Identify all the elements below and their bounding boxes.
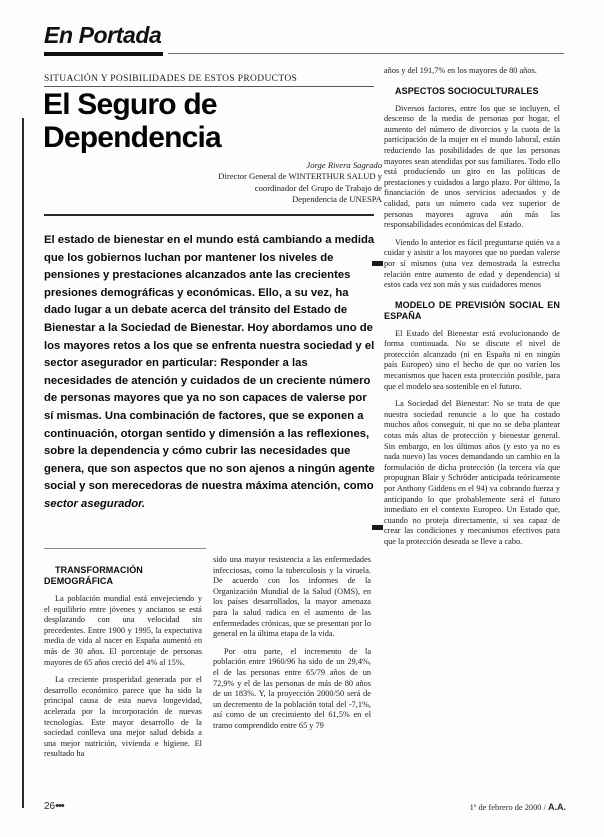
paragraph: Diversos factores, entre los que se incluyen, el descenso de la media de personas por hogar, el aumento del número de divorcios y la cuota de la participación de la mujer en el mundo laboral, están reduciendo las posibilidades de que las personas mayores sean atendidas por sus familiares. Todo ello está produciendo un giro en las políticas de prestaciones y cuidados a largo plazo. Por último, la financiación de unos servicios adecuados y de calidad, para un número cada vez superior de personas mayores agrava aún más las responsabilidades económicas del Estado. [384, 103, 560, 230]
paragraph: años y del 191,7% en los mayores de 80 años. [384, 66, 537, 75]
page-number: 26 [44, 801, 56, 812]
masthead-underline [44, 52, 163, 56]
folio-dots: ••• [55, 800, 64, 812]
paragraph: La Sociedad del Bienestar: No se trata de que nuestra sociedad renuncie a lo que ha costado muchos años conseguir, ni que no se deba plantear cotas más altas de protección y bienestar general. Sin embargo, en los últimos años (y esto ya no es nada nuevo) las voces demandando un cambio en la formulación de dicha protección (la tercera vía que propugnan Blair y Schröder anticipada teóricamente por Anthony Giddens en el 94) va cobrando fuerza y anticipando lo que probablemente será el futuro inmediato en el contexto Europeo. Un Estado que, cuando no proteja directamente, sí sea capaz de crear las condiciones y mecanismos efectivos para que la protección deseada se lleve a cabo. [384, 399, 560, 546]
issue-date: 1º de febrero de 2000 / [469, 803, 548, 812]
gutter-mark [372, 261, 383, 266]
folio [44, 800, 64, 812]
byline-author: Jorge Rivera Sagrado [306, 160, 382, 170]
issue-line [470, 802, 566, 812]
masthead-horizontal-rule [168, 53, 564, 54]
standfirst-text: El estado de bienestar en el mundo está cambiando a medida que los gobiernos luchan por mantener los niveles de pensiones y prestaciones alcanzados ante las crecientes presiones demográficas y económicas. Ello, a su vez, ha dado lugar a un debate acerca del tránsito del Estado de Bienestar a la Sociedad de Bienestar. Hoy abordamos uno de los mayores retos a los que se enfrenta nuestra sociedad y el sector asegurador en particular: Responder a las necesidades de atención y cuidados de un creciente número de personas mayores que ya no son capaces de valerse por sí mismas. Una combinación de factores, que se exponen a continuación, otorgan sentido y dimensión a las reflexiones, sobre la dependencia y cómo cubrir las necesidades que genera, que son aspectos que no son ajenos a ningún agente social y son merecedoras de nuestra máxima atención, como [44, 234, 375, 493]
byline-role-1: Director General de WINTERTHUR SALUD y [218, 171, 382, 182]
paragraph: Viendo lo anterior es fácil preguntarse quién va a cuidar y asistir a los mayores que no puedan valerse por sí mismos (una vez demostrada la estrecha relación entre aumento de edad y dependencia) si estos cada vez son más y sus cuidadores menos [384, 237, 560, 290]
byline [167, 160, 382, 206]
gutter-mark [372, 525, 383, 530]
page-title: El Seguro de Dependencia [43, 88, 221, 154]
body-column-right [384, 66, 560, 555]
section-heading-demografica: TRANSFORMACIÓN DEMOGRÁFICA [44, 565, 143, 586]
standfirst-divider [44, 548, 206, 549]
byline-divider [44, 214, 374, 216]
byline-role-3: Dependencia de UNESPA [292, 194, 382, 205]
byline-role-2: coordinador del Grupo de Trabajo de [254, 182, 382, 193]
article-kicker: SITUACIÓN Y POSIBILIDADES DE ESTOS PRODUCTOS [44, 74, 374, 87]
paragraph: La creciente prosperidad generada por el desarrollo económico parece que ha sido la principal causa de esta nueva longevidad, acelerada por la incorporación de nuevas tecnologías. Este mayor desarrollo de la sociedad conlleva una mejor salud debida a una mejor nutrición, vivienda e higiene. El resultado ha [44, 675, 202, 759]
masthead-title: En Portada [44, 22, 162, 48]
body-column-middle [213, 555, 371, 739]
paragraph: El Estado del Bienestar está evolucionando de forma continuada. No se discute el nivel de protección alcanzado (ni en España ni en ningún país Europeo) sino el hecho de que no varíen los mecanismos que hacen esta protección posible, para que el modelo sea sostenible en el futuro. [384, 328, 560, 391]
issue-publication-mark: A.A. [548, 802, 566, 812]
paragraph: sido una mayor resistencia a las enfermedades infecciosas, como la tuberculosis y la viruela. De acuerdo con los informes de la Organización Mundial de la Salud (OMS), en los países desarrollados, la mayor amenaza para la salud radica en el aumento de las enfermedades crónicas, que se presentan por lo general en la última etapa de la vida. [213, 555, 371, 639]
section-heading-modelo-prevision: MODELO DE PREVISIÓN SOCIAL EN ESPAÑA [384, 299, 560, 321]
section-heading-socioculturales: ASPECTOS SOCIOCULTURALES [395, 85, 539, 96]
paragraph: Por otra parte, el incremento de la población entre 1960/96 ha sido de un 29,4%, el de las personas entre 65/79 años de un 72,9% y el de las personas de más de 80 años de un 183%. Y, la proyección 2000/50 será de un decremento de la población total del -7,1%, así como de un crecimiento del 61,5% en el tramo comprendido entre 65 y 79 [213, 646, 371, 730]
page-edge-rule [22, 118, 24, 808]
article-standfirst [44, 232, 378, 514]
body-column-left [44, 565, 202, 767]
standfirst-italic-tail: sector asegurador. [44, 497, 146, 510]
paragraph: La población mundial está envejeciendo y el equilibrio entre jóvenes y ancianos se está desplazando con una velocidad sin precedentes. Entre 1900 y 1995, la expectativa media de vida al nacer en España aumentó en más de 30 años. El porcentaje de personas mayores de 65 años creció del 4% al 15%. [44, 594, 202, 667]
